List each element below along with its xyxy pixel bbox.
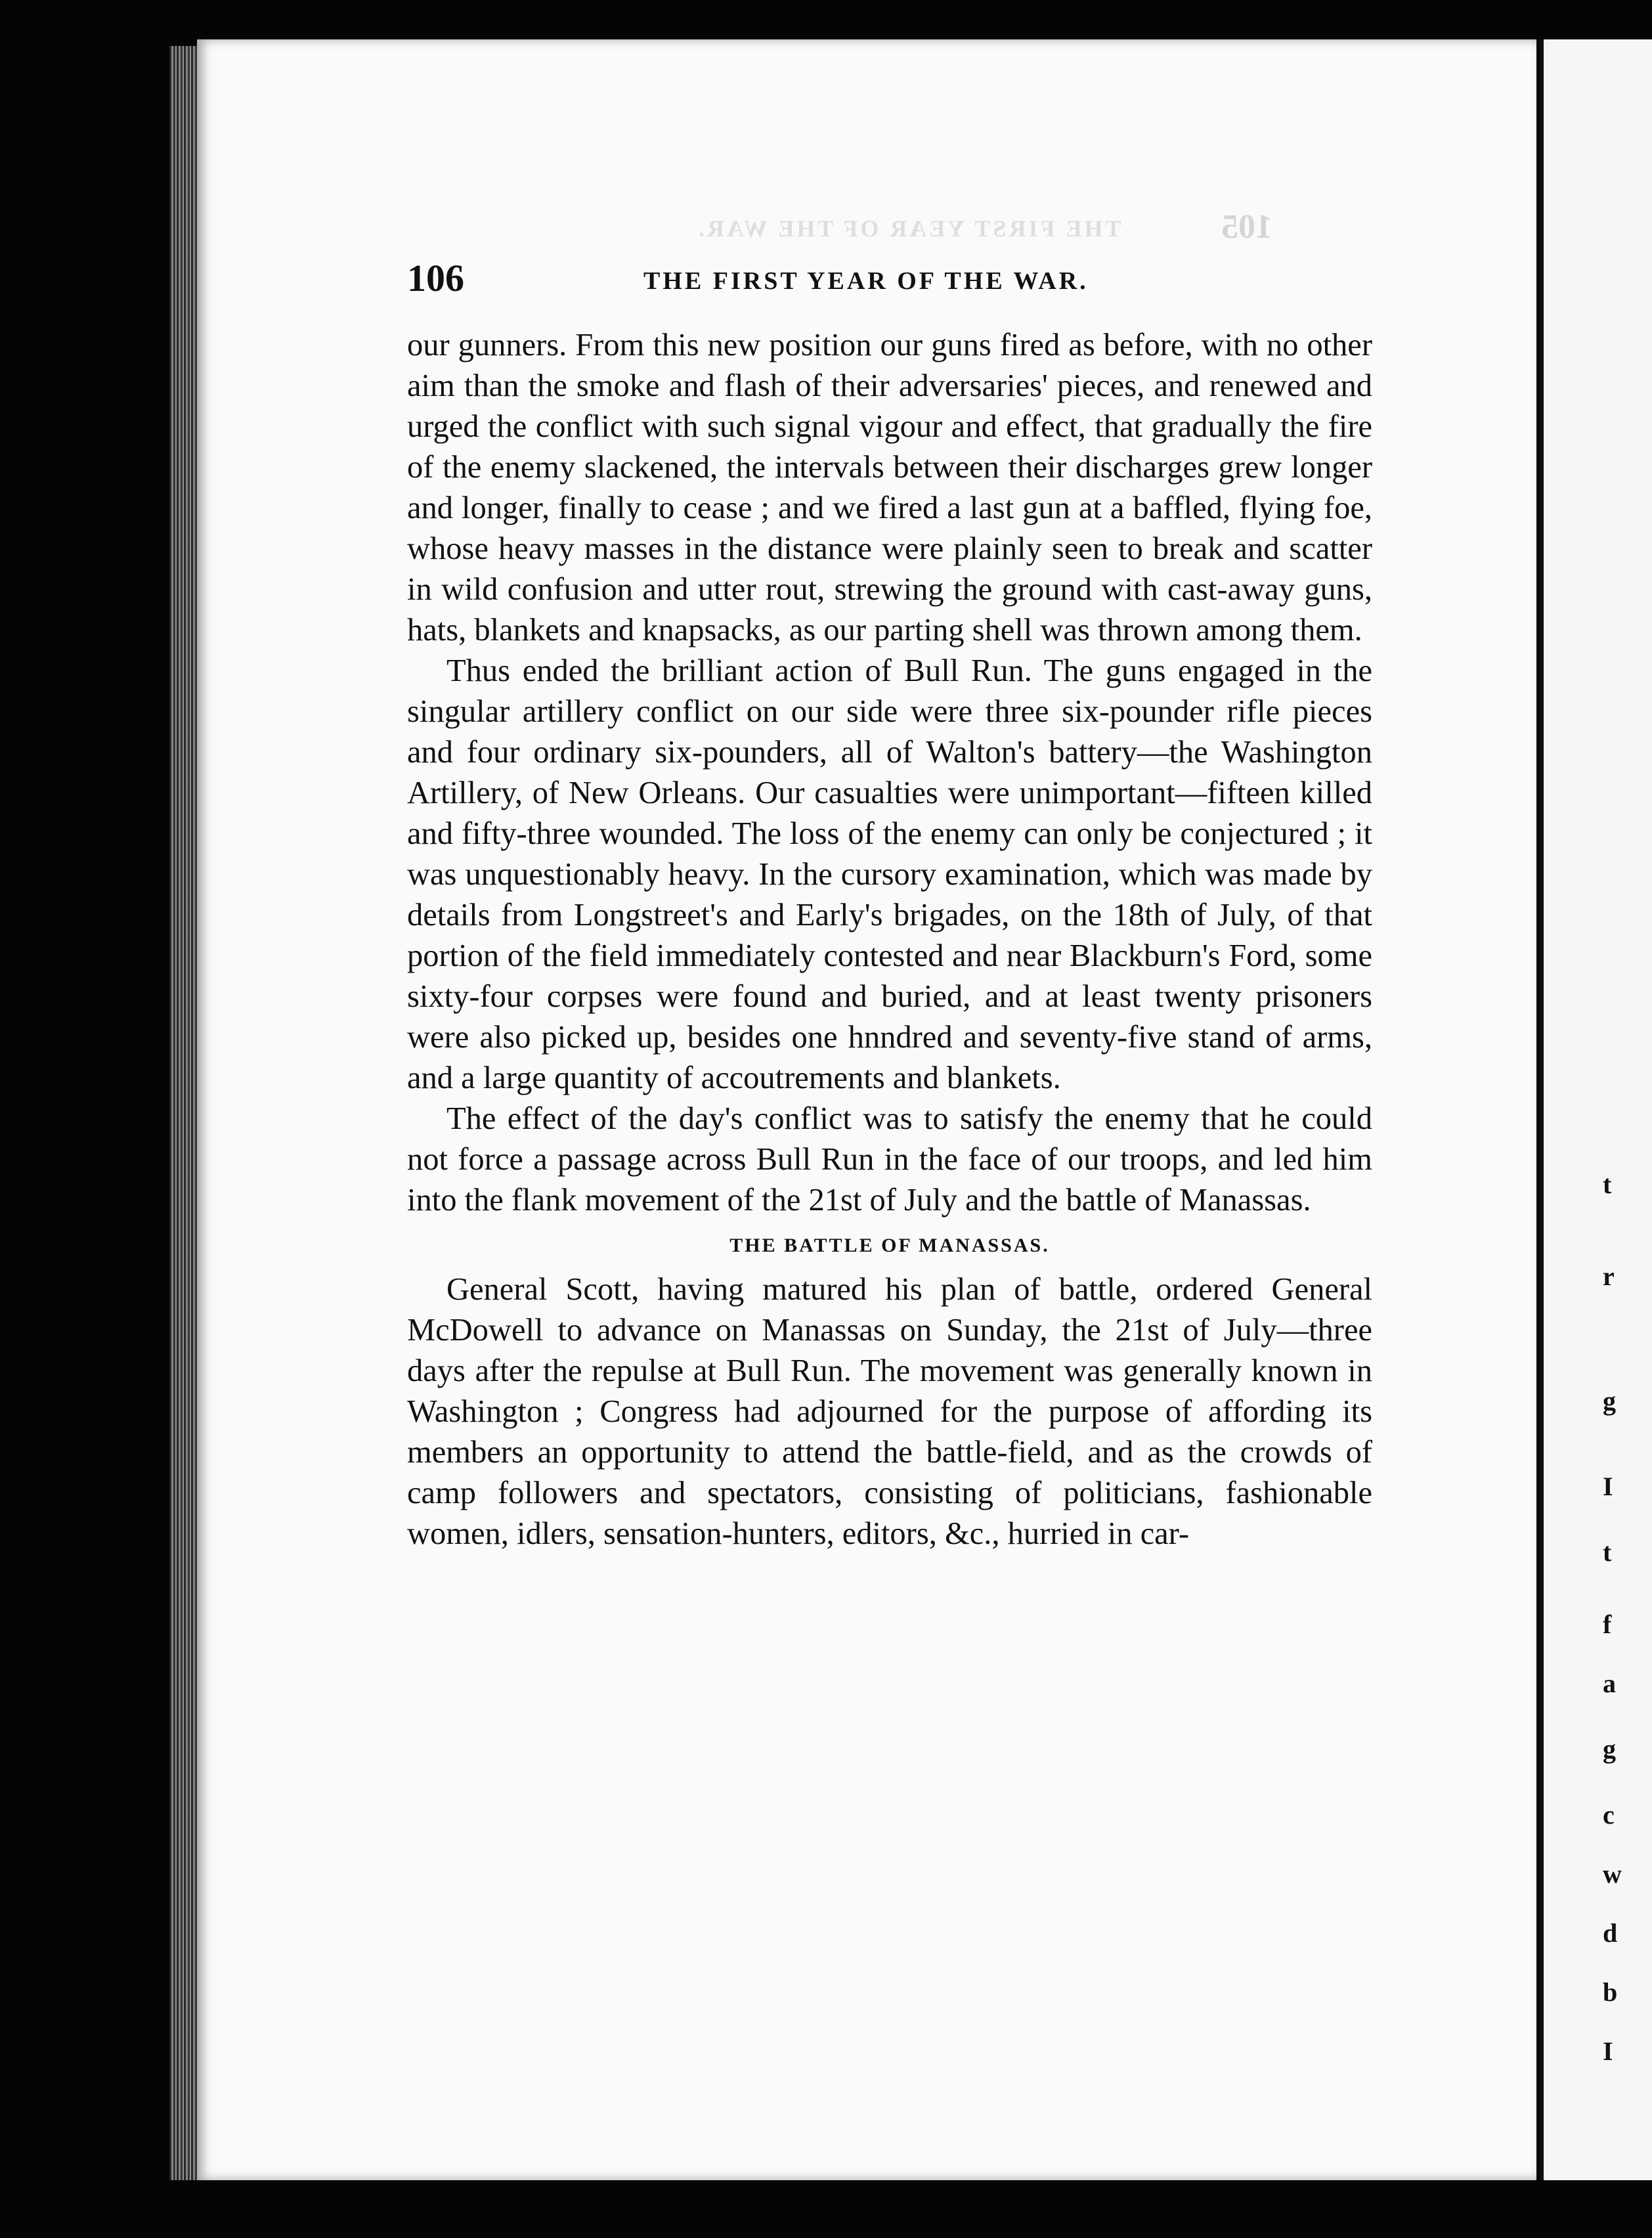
- paragraph-effect: The effect of the day's conflict was to satisfy the enemy that he could not force a passage across Bull Run in the face of our troops, and led him into the flank movement of the 21st of July and the battle of Manassas.: [407, 1101, 1372, 1218]
- edge-letter: t: [1603, 1170, 1612, 1199]
- next-page-strip: [1540, 39, 1652, 2180]
- show-through-running-head: THE FIRST YEAR OF THE WAR.: [696, 215, 1121, 242]
- show-through-page-number: 105: [1221, 208, 1272, 246]
- edge-letter: I: [1603, 1472, 1613, 1501]
- paragraph-manassas-intro: General Scott, having matured his plan of battle, ordered General McDowell to advance on Manassas on Sunday, the 21st of July—three days after the repulse at Bull Run. The movement was generally known in Washington ; Congress had adjourned for the purpose of affording its members an opportunity to attend the battle-field, and as the crowds of camp followers and spectators, consisting of politicians, fashionable women, idlers, sensation-hunters, editors, &c., hurried in car-: [407, 1272, 1372, 1551]
- edge-letter: a: [1603, 1669, 1616, 1698]
- running-head: THE FIRST YEAR OF THE WAR.: [643, 267, 1089, 295]
- page-number: 106: [407, 257, 464, 299]
- edge-letter: f: [1603, 1610, 1612, 1639]
- edge-letter: w: [1603, 1859, 1622, 1889]
- edge-letter: c: [1603, 1800, 1615, 1830]
- edge-letter: I: [1603, 2036, 1613, 2066]
- paragraph-bull-run-action: Thus ended the brilliant action of Bull Run. The guns engaged in the singular artillery conflict on our side were three six-pounder rifle pieces and four ordinary six-pounders, all of Walton's battery—the Washington Artillery, of New Orleans. Our casualties were unimportant—fifteen killed and fifty-three wounded. The loss of the enemy can only be conjectured ; it was unquestionably heavy. In the cursory examination, which was made by details from Longstreet's and Early's brigades, on the 18th of July, of that portion of the field immediately contested and near Blackburn's Ford, some sixty-four corpses were found and buried, and at least twenty prisoners were also picked up, besides one hnndred and seventy-five stand of arms, and a large quantity of accoutrements and blankets.: [407, 653, 1372, 1095]
- edge-letter: g: [1603, 1386, 1616, 1416]
- paragraph-continuation: our gunners. From this new position our guns fired as before, with no other aim than the smoke and flash of their adversaries' pieces, and renewed and urged the conflict with such signal vigour and effect, that gradually the fire of the enemy slackened, the intervals between their discharges grew longer and longer, finally to cease ; and we fired a last gun at a baffled, flying foe, whose heavy masses in the distance were plainly seen to break and scatter in wild confusion and utter rout, strewing the ground with cast-away guns, hats, blankets and knapsacks, as our parting shell was thrown among them.: [407, 328, 1372, 647]
- edge-letter: g: [1603, 1734, 1616, 1764]
- edge-letter: t: [1603, 1537, 1612, 1567]
- page-header: [407, 256, 1372, 302]
- edge-letter: r: [1603, 1262, 1615, 1291]
- edge-letter: b: [1603, 1977, 1618, 2007]
- edge-letter: d: [1603, 1918, 1618, 1948]
- page-body: [407, 325, 1372, 1554]
- section-heading: THE BATTLE OF MANASSAS.: [729, 1235, 1050, 1256]
